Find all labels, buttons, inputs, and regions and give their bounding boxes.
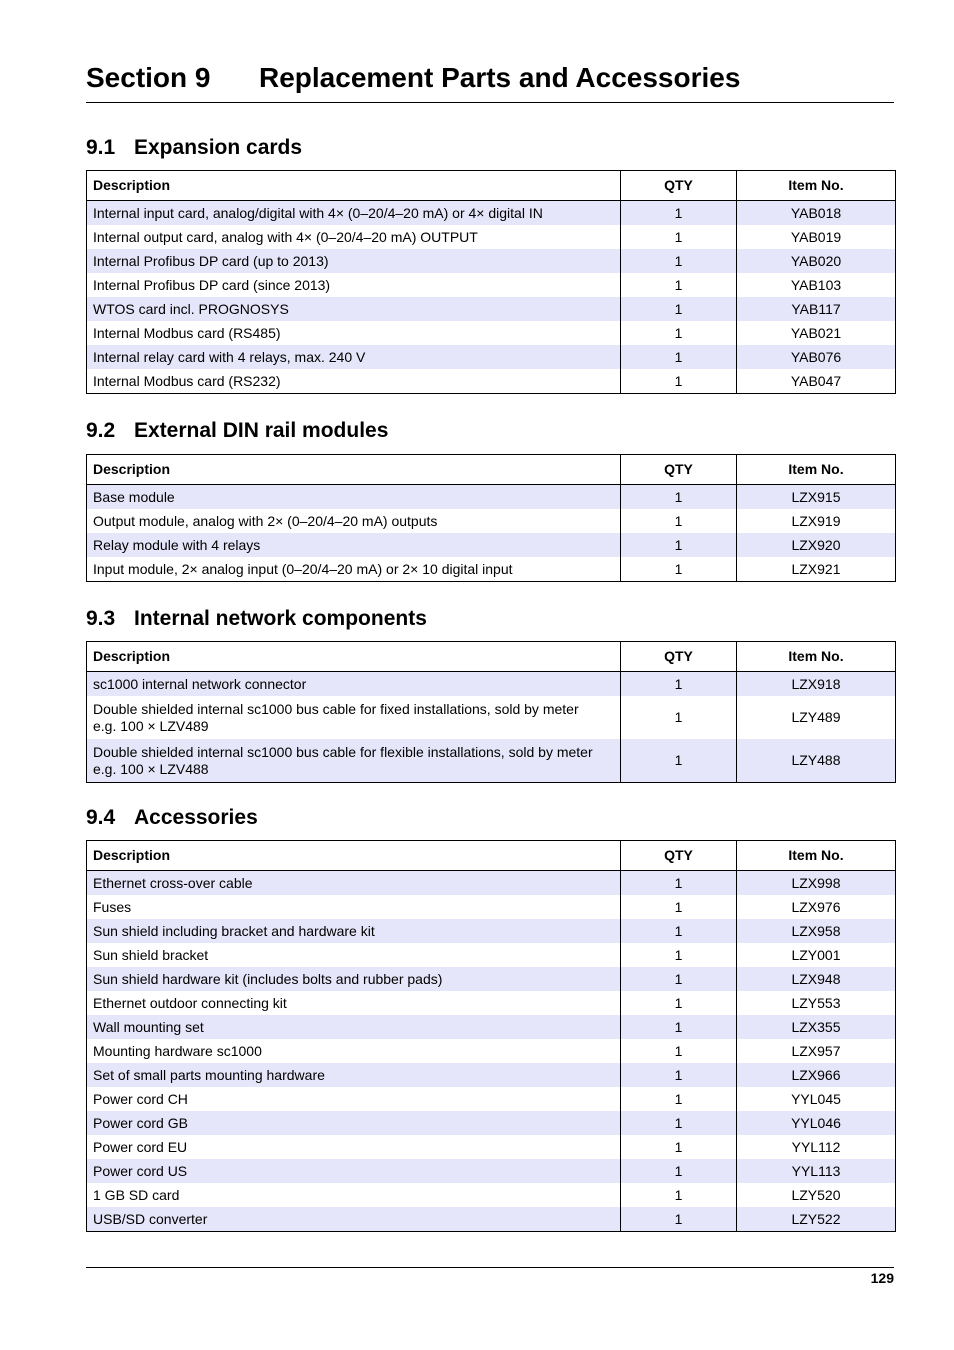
row-qty: 1: [621, 739, 737, 783]
row-description: Sun shield bracket: [87, 943, 621, 967]
row-description: Internal relay card with 4 relays, max. 240 V: [87, 345, 621, 369]
row-item-no: LZX958: [737, 919, 896, 943]
row-item-no: LZX355: [737, 1015, 896, 1039]
table-row: [87, 1183, 896, 1207]
column-header-description: Description: [87, 841, 621, 871]
row-description: Mounting hardware sc1000: [87, 1039, 621, 1063]
row-item-no: LZY001: [737, 943, 896, 967]
subsection-number: 9.3: [86, 607, 116, 630]
row-qty: 1: [621, 1159, 737, 1183]
table-row: [87, 485, 896, 510]
row-description-line2: e.g. 100 × LZV489: [93, 717, 209, 734]
row-qty: 1: [621, 273, 737, 297]
row-qty: 1: [621, 369, 737, 394]
table-row: [87, 249, 896, 273]
subsection-heading-9-2: [86, 418, 388, 444]
row-item-no: LZY489: [737, 696, 896, 739]
column-header-item-no: Item No.: [737, 171, 896, 201]
table-row: [87, 991, 896, 1015]
row-item-no: LZY553: [737, 991, 896, 1015]
row-description: Sun shield including bracket and hardware kit: [87, 919, 621, 943]
table-row: [87, 345, 896, 369]
row-item-no: YAB117: [737, 297, 896, 321]
table-row: [87, 369, 896, 394]
table-row: [87, 1063, 896, 1087]
row-item-no: LZX966: [737, 1063, 896, 1087]
row-description-line1: Double shielded internal sc1000 bus cable for flexible installations, sold by meter: [93, 743, 593, 760]
table-row: [87, 1015, 896, 1039]
table-header-row: [87, 455, 896, 485]
row-item-no: LZX920: [737, 533, 896, 557]
row-item-no: LZX915: [737, 485, 896, 510]
row-qty: 1: [621, 509, 737, 533]
row-item-no: LZX948: [737, 967, 896, 991]
row-item-no: YYL046: [737, 1111, 896, 1135]
network-components-table: [86, 641, 896, 783]
row-description: Internal Profibus DP card (up to 2013): [87, 249, 621, 273]
row-item-no: LZX957: [737, 1039, 896, 1063]
row-qty: 1: [621, 696, 737, 739]
section-heading: [86, 58, 894, 103]
table-row: [87, 895, 896, 919]
subsection-title: Accessories: [134, 806, 258, 829]
row-qty: 1: [621, 1207, 737, 1232]
subsection-number: 9.4: [86, 806, 116, 829]
row-description: Base module: [87, 485, 621, 510]
row-qty: 1: [621, 485, 737, 510]
row-description: Sun shield hardware kit (includes bolts and rubber pads): [87, 967, 621, 991]
table-row: [87, 1039, 896, 1063]
subsection-heading-9-3: [86, 606, 427, 632]
table-row: [87, 1159, 896, 1183]
row-qty: 1: [621, 557, 737, 582]
row-qty: 1: [621, 991, 737, 1015]
row-qty: 1: [621, 943, 737, 967]
row-description: Fuses: [87, 895, 621, 919]
row-item-no: YAB047: [737, 369, 896, 394]
column-header-item-no: Item No.: [737, 642, 896, 672]
row-description: Power cord US: [87, 1159, 621, 1183]
accessories-table: [86, 840, 896, 1232]
column-header-item-no: Item No.: [737, 841, 896, 871]
din-rail-modules-table: [86, 454, 896, 582]
table-row: [87, 672, 896, 697]
row-qty: 1: [621, 895, 737, 919]
subsection-title: External DIN rail modules: [134, 419, 389, 442]
table-row: [87, 225, 896, 249]
subsection-heading-9-1: [86, 135, 302, 161]
row-qty: 1: [621, 1183, 737, 1207]
row-description: Internal Modbus card (RS485): [87, 321, 621, 345]
row-qty: 1: [621, 1087, 737, 1111]
table-row: [87, 297, 896, 321]
row-description: 1 GB SD card: [87, 1183, 621, 1207]
row-item-no: LZX921: [737, 557, 896, 582]
subsection-title: Internal network components: [134, 607, 427, 630]
table-header-row: [87, 642, 896, 672]
column-header-qty: QTY: [621, 171, 737, 201]
column-header-description: Description: [87, 171, 621, 201]
row-qty: 1: [621, 321, 737, 345]
table-header-row: [87, 841, 896, 871]
row-qty: 1: [621, 345, 737, 369]
footer-divider: [86, 1267, 894, 1268]
row-description: Set of small parts mounting hardware: [87, 1063, 621, 1087]
section-number: Section 9: [86, 62, 211, 93]
row-description: Internal output card, analog with 4× (0–20/4–20 mA) OUTPUT: [87, 225, 621, 249]
row-item-no: LZX976: [737, 895, 896, 919]
row-description-line2: e.g. 100 × LZV488: [93, 760, 209, 777]
row-description: sc1000 internal network connector: [87, 672, 621, 697]
column-header-description: Description: [87, 642, 621, 672]
column-header-qty: QTY: [621, 642, 737, 672]
row-qty: 1: [621, 1039, 737, 1063]
column-header-item-no: Item No.: [737, 455, 896, 485]
table-row: [87, 696, 896, 739]
row-qty: 1: [621, 1063, 737, 1087]
row-qty: 1: [621, 1135, 737, 1159]
row-qty: 1: [621, 533, 737, 557]
row-qty: 1: [621, 1015, 737, 1039]
row-item-no: YAB103: [737, 273, 896, 297]
section-title: Replacement Parts and Accessories: [259, 62, 741, 93]
row-item-no: YYL045: [737, 1087, 896, 1111]
row-description: Ethernet cross-over cable: [87, 871, 621, 896]
row-description: [87, 696, 621, 739]
row-item-no: LZY520: [737, 1183, 896, 1207]
row-description: Output module, analog with 2× (0–20/4–20 mA) outputs: [87, 509, 621, 533]
table-row: [87, 1111, 896, 1135]
row-item-no: YAB018: [737, 201, 896, 226]
subsection-title: Expansion cards: [134, 136, 303, 159]
page-number: 129: [870, 1270, 894, 1286]
row-description: Internal Profibus DP card (since 2013): [87, 273, 621, 297]
row-qty: 1: [621, 297, 737, 321]
row-item-no: YYL112: [737, 1135, 896, 1159]
row-description: USB/SD converter: [87, 1207, 621, 1232]
subsection-number: 9.2: [86, 419, 116, 442]
table-row: [87, 273, 896, 297]
column-header-qty: QTY: [621, 455, 737, 485]
row-description: Input module, 2× analog input (0–20/4–20 mA) or 2× 10 digital input: [87, 557, 621, 582]
subsection-number: 9.1: [86, 136, 116, 159]
table-row: [87, 871, 896, 896]
row-item-no: LZX919: [737, 509, 896, 533]
row-description: Wall mounting set: [87, 1015, 621, 1039]
row-qty: 1: [621, 249, 737, 273]
expansion-cards-table: [86, 170, 896, 394]
row-qty: 1: [621, 225, 737, 249]
row-item-no: LZX918: [737, 672, 896, 697]
row-item-no: YAB019: [737, 225, 896, 249]
row-description: WTOS card incl. PROGNOSYS: [87, 297, 621, 321]
row-description: Ethernet outdoor connecting kit: [87, 991, 621, 1015]
table-row: [87, 509, 896, 533]
table-row: [87, 557, 896, 582]
table-row: [87, 321, 896, 345]
table-row: [87, 967, 896, 991]
table-row: [87, 739, 896, 783]
row-item-no: YAB076: [737, 345, 896, 369]
subsection-heading-9-4: [86, 805, 258, 831]
table-row: [87, 533, 896, 557]
row-description: [87, 739, 621, 783]
column-header-description: Description: [87, 455, 621, 485]
row-description: Internal input card, analog/digital with 4× (0–20/4–20 mA) or 4× digital IN: [87, 201, 621, 226]
row-description-line1: Double shielded internal sc1000 bus cable for fixed installations, sold by meter: [93, 700, 579, 717]
row-item-no: YAB021: [737, 321, 896, 345]
row-item-no: YAB020: [737, 249, 896, 273]
row-qty: 1: [621, 672, 737, 697]
table-row: [87, 943, 896, 967]
row-description: Power cord GB: [87, 1111, 621, 1135]
table-row: [87, 1135, 896, 1159]
row-item-no: YYL113: [737, 1159, 896, 1183]
table-row: [87, 201, 896, 226]
row-description: Power cord EU: [87, 1135, 621, 1159]
row-qty: 1: [621, 919, 737, 943]
row-qty: 1: [621, 1111, 737, 1135]
table-row: [87, 1087, 896, 1111]
row-qty: 1: [621, 967, 737, 991]
row-qty: 1: [621, 871, 737, 896]
row-description: Power cord CH: [87, 1087, 621, 1111]
row-item-no: LZX998: [737, 871, 896, 896]
row-description: Internal Modbus card (RS232): [87, 369, 621, 394]
row-description: Relay module with 4 relays: [87, 533, 621, 557]
row-item-no: LZY522: [737, 1207, 896, 1232]
row-item-no: LZY488: [737, 739, 896, 783]
table-row: [87, 919, 896, 943]
row-qty: 1: [621, 201, 737, 226]
table-row: [87, 1207, 896, 1232]
column-header-qty: QTY: [621, 841, 737, 871]
table-header-row: [87, 171, 896, 201]
